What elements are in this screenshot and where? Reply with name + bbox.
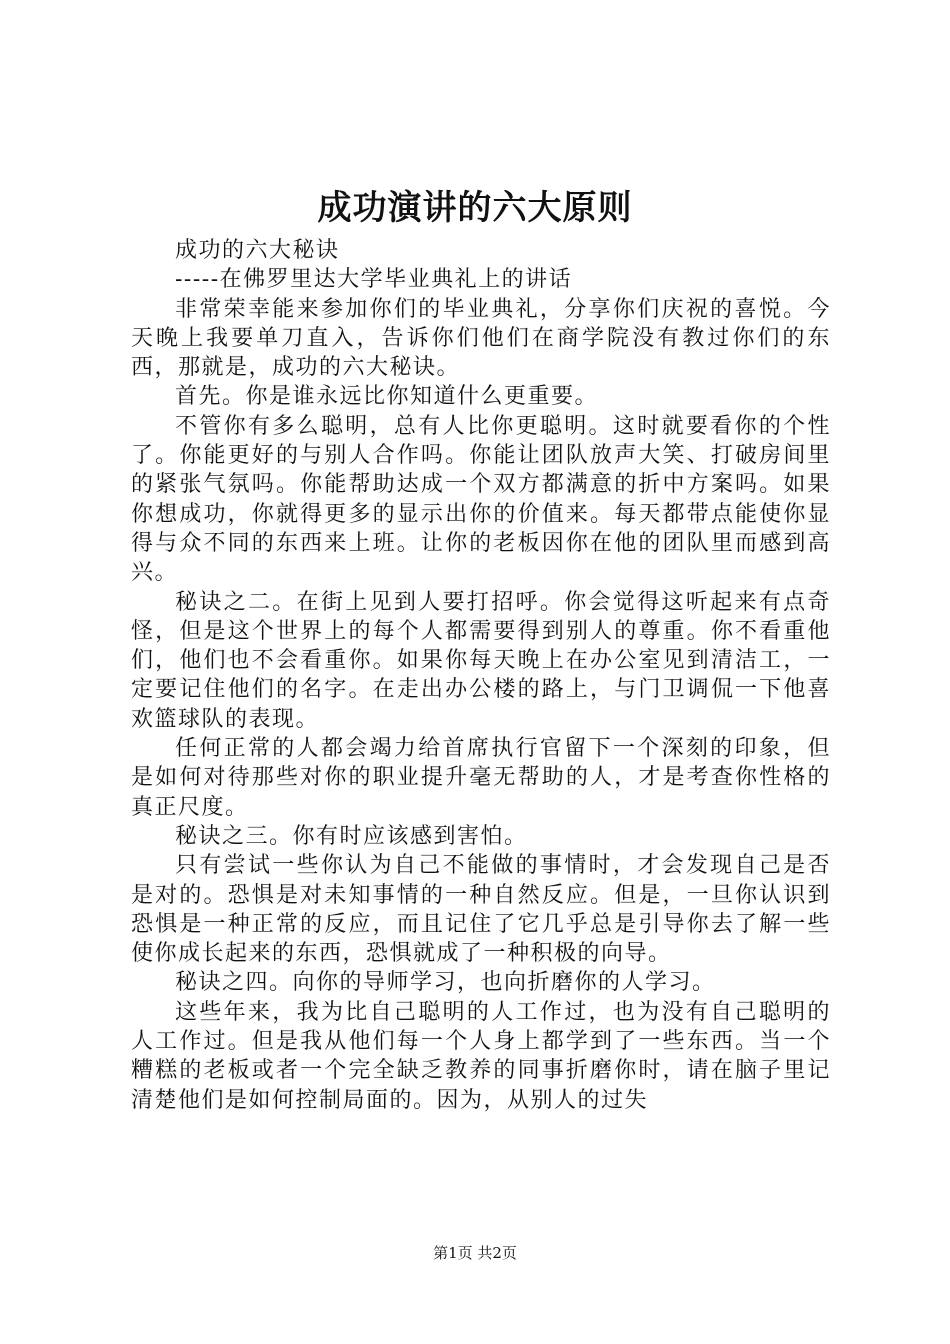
document-body: [131, 236, 831, 1115]
paragraph: 秘诀之二。在街上见到人要打招呼。你会觉得这听起来有点奇怪，但是这个世界上的每个人都需要得到别人的尊重。你不看重他们，他们也不会看重你。如果你每天晚上在办公室见到清洁工，一定要记住他们的名字。在走出办公楼的路上，与门卫调侃一下他喜欢篮球队的表现。: [131, 589, 831, 732]
paragraph-subtitle: 成功的六大秘诀: [175, 238, 340, 263]
paragraph: 非常荣幸能来参加你们的毕业典礼，分享你们庆祝的喜悦。今天晚上我要单刀直入，告诉你们他们在商学院没有教过你们的东西，那就是，成功的六大秘诀。: [131, 296, 831, 381]
page-number: 第1页 共2页: [433, 1244, 517, 1262]
page-title: 成功演讲的六大原则: [317, 188, 633, 228]
paragraph-occasion: -----在佛罗里达大学毕业典礼上的讲话: [175, 267, 573, 293]
paragraph: 秘诀之三。你有时应该感到害怕。: [175, 823, 528, 849]
paragraph: 这些年来，我为比自己聪明的人工作过，也为没有自己聪明的人工作过。但是我从他们每一个人身上都学到了一些东西。当一个糟糕的老板或者一个完全缺乏教养的同事折磨你时，请在脑子里记清楚他们是如何控制局面的。因为，从别人的过失: [131, 999, 831, 1113]
paragraph: 只有尝试一些你认为自己不能做的事情时，才会发现自己是否是对的。恐惧是对未知事情的一种自然反应。但是，一旦你认识到恐惧是一种正常的反应，而且记住了它几乎总是引导你去了解一些使你成长起来的东西，恐惧就成了一种积极的向导。: [131, 853, 831, 967]
paragraph: 不管你有多么聪明，总有人比你更聪明。这时就要看你的个性了。你能更好的与别人合作吗。你能让团队放声大笑、打破房间里的紧张气氛吗。你能帮助达成一个双方都满意的折中方案吗。如果你想成功，你就得更多的显示出你的价值来。每天都带点能使你显得与众不同的东西来上班。让你的老板因你在他的团队里而感到高兴。: [131, 413, 831, 586]
paragraph: 首先。你是谁永远比你知道什么更重要。: [175, 384, 599, 410]
paragraph: 秘诀之四。向你的导师学习，也向折磨你的人学习。: [175, 970, 716, 996]
paragraph: 任何正常的人都会竭力给首席执行官留下一个深刻的印象，但是如何对待那些对你的职业提升毫无帮助的人，才是考查你性格的真正尺度。: [131, 736, 831, 820]
